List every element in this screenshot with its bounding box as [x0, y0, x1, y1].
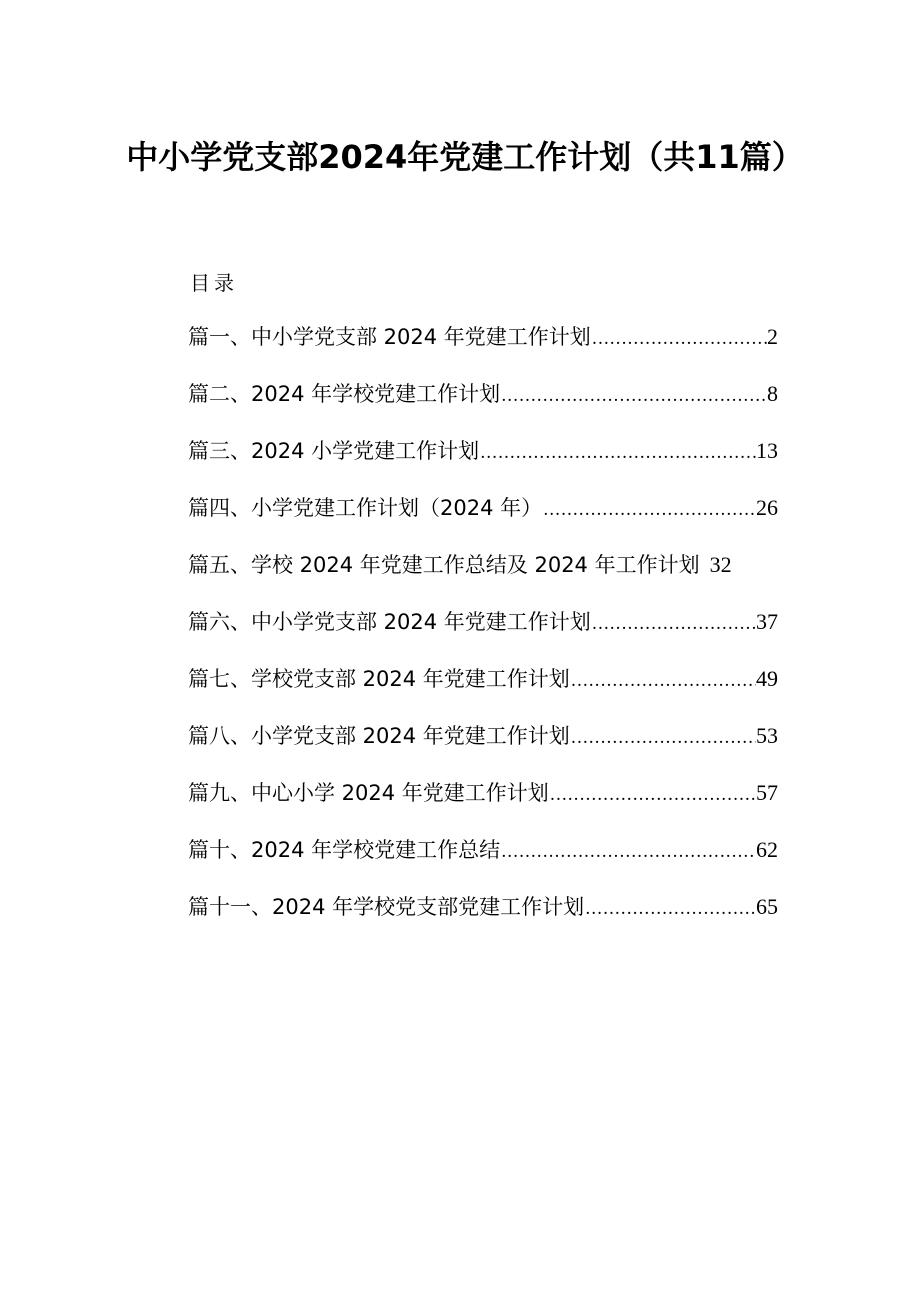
toc-page-number: 2 — [767, 324, 778, 349]
toc-entry-2[interactable] — [188, 375, 778, 432]
toc-entry-label: 篇一、中小学党支部 2024 年党建工作计划 — [188, 325, 591, 349]
dot-leader — [591, 320, 767, 358]
toc-entry-4[interactable] — [188, 489, 778, 546]
toc-entry-1[interactable] — [188, 318, 778, 375]
toc-entry-label: 篇四、小学党建工作计划（2024 年） — [188, 496, 543, 520]
toc-entry-label: 篇二、2024 年学校党建工作计划 — [188, 382, 501, 406]
dot-leader — [479, 434, 756, 472]
toc-entry-7[interactable] — [188, 660, 778, 717]
toc-page-number: 37 — [756, 609, 778, 634]
dot-leader — [570, 719, 756, 757]
toc-entry-label: 篇九、中心小学 2024 年党建工作计划 — [188, 781, 549, 805]
toc-page-number: 8 — [767, 381, 778, 406]
toc-entry-label: 篇七、学校党支部 2024 年党建工作计划 — [188, 667, 570, 691]
toc-entry-10[interactable] — [188, 831, 778, 888]
toc-entry-label: 篇三、2024 小学党建工作计划 — [188, 439, 480, 463]
toc-page-number: 32 — [709, 552, 732, 577]
toc-entry-label: 篇六、中小学党支部 2024 年党建工作计划 — [188, 610, 591, 634]
table-of-contents — [188, 318, 778, 945]
toc-entry-11[interactable] — [188, 888, 778, 945]
toc-page-number: 65 — [756, 894, 778, 919]
dot-leader — [500, 377, 767, 415]
toc-entry-9[interactable] — [188, 774, 778, 831]
toc-entry-label: 篇十、2024 年学校党建工作总结 — [188, 838, 501, 862]
toc-entry-8[interactable] — [188, 717, 778, 774]
dot-leader — [500, 833, 756, 871]
toc-entry-3[interactable] — [188, 432, 778, 489]
document-title: 中小学党支部2024年党建工作计划（共11篇） — [126, 138, 804, 176]
toc-page-number: 13 — [756, 438, 778, 463]
dot-leader — [591, 605, 756, 643]
dot-leader — [542, 491, 756, 529]
toc-page-number: 49 — [756, 666, 778, 691]
toc-entry-5[interactable] — [188, 546, 778, 603]
toc-page-number: 26 — [756, 495, 778, 520]
toc-entry-6[interactable] — [188, 603, 778, 660]
toc-page-number: 57 — [756, 780, 778, 805]
dot-leader — [584, 890, 756, 928]
toc-page-number: 62 — [756, 837, 778, 862]
toc-entry-label: 篇十一、2024 年学校党支部党建工作计划 — [188, 895, 585, 919]
toc-heading: 目录 — [190, 271, 238, 295]
dot-leader — [549, 776, 756, 814]
toc-page-number: 53 — [756, 723, 778, 748]
toc-entry-label: 篇五、学校 2024 年党建工作总结及 2024 年工作计划 — [188, 553, 700, 577]
toc-entry-label: 篇八、小学党支部 2024 年党建工作计划 — [188, 724, 570, 748]
dot-leader — [570, 662, 756, 700]
